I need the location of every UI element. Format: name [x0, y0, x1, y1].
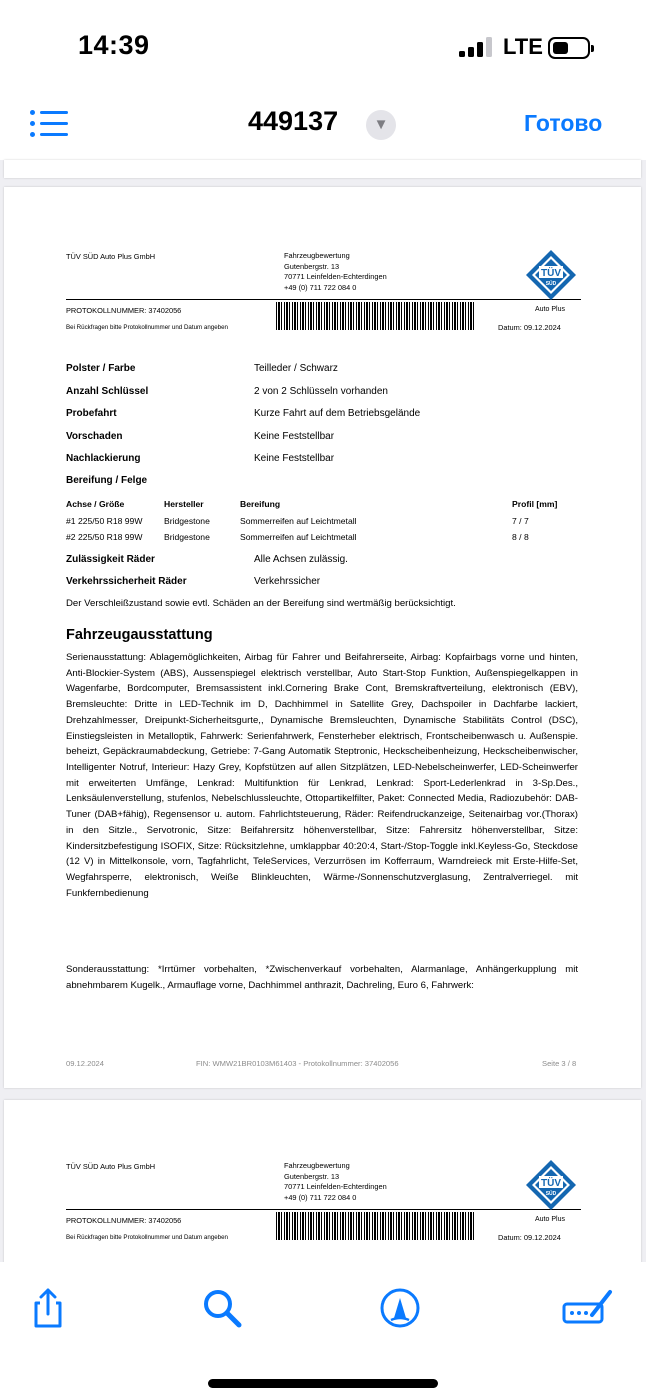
standard-equipment: Serienausstattung: Ablagemöglichkeiten, Airbag für Fahrer und Beifahrerseite, Airbag: Kopfairbags vorne und hinten, Anti-Blockier-System (ABS), Aussenspiegel elektrisch verstellbar, Auto Start-Stop Funktion, Außenspiegelkappen in Wagenfarbe, Bordcomputer, Bremsassistent inkl.Cornering Brake Cont, Bremskraftverteilung, elektronisch (EBV), Bremsleuchte: Dritte in LED-Technik im D, Dachhimmel in Satellite Grey, Dachspoiler in Dachfarbe lackiert, Drehzahlmesser, Dreipunkt-Sicherheitsgurte,, Dynamische Bremsleuchten, Dynamische Stabilitäts Control (DSC), Einstiegsleisten in Metalloptik, Fahrwerk: Serienfahrwerk, Fensterheber elektrisch, Frontscheibenwasch u. Außenspie. beheizt, Gepäckraumabdeckung, Getriebe: 7-Gang Automatik Steptronic, Heckscheibenheizung, Heckscheibenwischer, Intelligenter Notruf, Interieur: Hazy Grey, Kopfstützen auf allen Sitzplätzen, LED-Nebelscheinwerfer, LED-Scheinwerfer mit erweiterten Umfänge, Lenkrad: Multifunktion für Lenkrad, Lenkrad: Sport-Lederlenkrad in 3-Sp.Des., Lenksäulenverstellung, stufenlos, Nebelschlussleuchte, Ottopartikelfilter, Paket: Connected Media, Radiozubehör: DAB-Tuner (DAB+fähig), Regensensor u. autom. Fahrlichtsteuerung, Räder: Reifendruckanzeige, Seitenairbag vor.(Thorax) in den Sitzle., Servotronic, Sitze: Beifahrersitz höhenverstellbar, Sitze: Fahrersitz höhenverstellbar, Sitze: Kindersitzbefestigung ISOFIX, Sitze: Rücksitzlehne, umklappbar 40:20:4, Start-/Stop-Toggle inkl.Keyless-Go, Steckdose (12 V) in Mittelkonsole, vorn, Tagfahrlicht, TeleServices, Verzurrösen im Kofferraum, Warndreieck mit Erste-Hilfe-Set, Wegfahrsperre, elektronisch, Weiße Blinkleuchten, Wärme-/Sonnenschutzverglasung, Zentralverriegel. mit Funkfernbedienung	[66, 652, 578, 899]
company-address: Fahrzeugbewertung Gutenbergstr. 13 70771 Leinfelden-Echterdingen +49 (0) 711 722 084 0	[284, 1161, 387, 1202]
detail-label: Polster / Farbe	[66, 363, 136, 374]
detail-value: Keine Feststellbar	[254, 453, 335, 464]
wheel-value: Verkehrssicher	[254, 576, 321, 587]
svg-text:TÜV: TÜV	[541, 268, 561, 279]
cellular-signal-icon	[459, 37, 495, 57]
table-cell: 7 / 7	[512, 516, 529, 526]
equipment-heading: Fahrzeugausstattung	[66, 627, 213, 643]
company-name: TÜV SÜD Auto Plus GmbH	[66, 252, 156, 261]
clock: 14:39	[78, 30, 150, 60]
wear-note: Der Verschleißzustand sowie evtl. Schäden an der Bereifung sind wertmäßig berücksichtigt.	[66, 598, 456, 609]
footer-date: 09.12.2024	[66, 1059, 105, 1068]
protocol-note: Bei Rückfragen bitte Protokollnummer und Datum angeben	[66, 324, 228, 331]
table-header: Profil [mm]	[512, 499, 558, 509]
detail-value: Keine Feststellbar	[254, 431, 335, 442]
table-cell: Sommerreifen auf Leichtmetall	[240, 516, 357, 526]
table-header: Achse / Größe	[66, 499, 125, 509]
special-equipment: Sonderausstattung: *Irrtümer vorbehalten, *Zwischenverkauf vorbehalten, Alarmanlage, Anhängerkupplung mit abnehmbarem Kugelk., Armauflage vorne, Dachhimmel anthrazit, Dachreling, Euro 6, Fahrwerk:	[66, 964, 578, 991]
table-cell: Sommerreifen auf Leichtmetall	[240, 532, 357, 542]
table-cell: 8 / 8	[512, 532, 529, 542]
wheel-label: Verkehrssicherheit Räder	[66, 576, 187, 587]
edit-fields-icon[interactable]	[562, 1286, 614, 1330]
previous-page	[4, 160, 641, 178]
divider	[66, 1209, 581, 1210]
battery-icon	[548, 37, 590, 59]
table-header: Bereifung	[240, 499, 281, 509]
svg-text:SÜD: SÜD	[545, 1191, 557, 1197]
svg-text:TÜV: TÜV	[541, 1178, 561, 1189]
protocol-number: PROTOKOLLNUMMER: 37402056	[66, 1216, 182, 1225]
divider	[66, 299, 581, 300]
markup-icon[interactable]	[378, 1286, 422, 1330]
wheel-label: Zulässigkeit Räder	[66, 554, 155, 565]
detail-label: Probefahrt	[66, 408, 117, 419]
tires-section-label: Bereifung / Felge	[66, 475, 148, 486]
page-number: Seite 3 / 8	[542, 1059, 577, 1068]
barcode	[276, 1212, 476, 1240]
chevron-down-icon[interactable]: ▼	[366, 110, 396, 140]
protocol-number: PROTOKOLLNUMMER: 37402056	[66, 306, 182, 315]
company-name: TÜV SÜD Auto Plus GmbH	[66, 1162, 156, 1171]
network-type: LTE	[503, 34, 543, 59]
detail-value: Kurze Fahrt auf dem Betriebsgelände	[254, 408, 421, 419]
detail-label: Nachlackierung	[66, 453, 141, 464]
detail-value: 2 von 2 Schlüsseln vorhanden	[254, 386, 388, 397]
table-cell: #1 225/50 R18 99W	[66, 516, 143, 526]
wheel-value: Alle Achsen zulässig.	[254, 554, 348, 565]
protocol-date: Datum: 09.12.2024	[498, 323, 561, 332]
done-button[interactable]: Готово	[524, 110, 603, 136]
svg-text:SÜD: SÜD	[545, 281, 557, 287]
next-page	[4, 1100, 641, 1270]
document-title: 449137	[248, 106, 339, 136]
logo-caption: Auto Plus	[535, 1216, 565, 1223]
bottom-toolbar	[0, 1262, 646, 1400]
list-icon[interactable]	[30, 108, 68, 140]
detail-label: Vorschaden	[66, 431, 123, 442]
pdf-page	[4, 187, 641, 1088]
table-header: Hersteller	[164, 499, 204, 509]
share-icon[interactable]	[26, 1286, 70, 1330]
navigation-bar	[0, 96, 646, 160]
barcode	[276, 302, 476, 330]
protocol-date: Datum: 09.12.2024	[498, 1233, 561, 1242]
tuv-logo	[525, 249, 577, 301]
logo-caption: Auto Plus	[535, 306, 565, 313]
tuv-logo	[525, 1159, 577, 1211]
detail-value: Teilleder / Schwarz	[254, 363, 338, 374]
status-bar	[0, 0, 646, 96]
table-cell: #2 225/50 R18 99W	[66, 532, 143, 542]
company-address: Fahrzeugbewertung Gutenbergstr. 13 70771 Leinfelden-Echterdingen +49 (0) 711 722 084 0	[284, 251, 387, 292]
table-cell: Bridgestone	[164, 532, 210, 542]
search-icon[interactable]	[200, 1286, 244, 1330]
table-cell: Bridgestone	[164, 516, 210, 526]
detail-label: Anzahl Schlüssel	[66, 386, 149, 397]
footer-fin: FIN: WMW21BR0103M61403 - Protokollnummer: 37402056	[196, 1059, 399, 1068]
protocol-note: Bei Rückfragen bitte Protokollnummer und Datum angeben	[66, 1234, 228, 1241]
home-indicator	[208, 1379, 438, 1388]
